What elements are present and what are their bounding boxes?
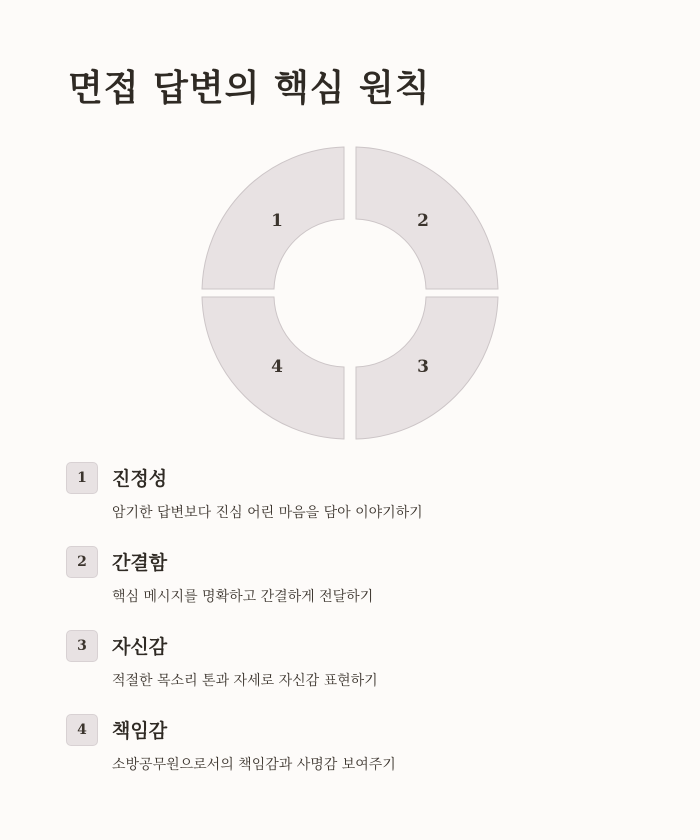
principle-list	[66, 460, 626, 796]
item-description: 암기한 답변보다 진심 어린 마음을 담아 이야기하기	[112, 505, 423, 521]
list-item	[66, 460, 626, 544]
item-description: 소방공무원으로서의 책임감과 사명감 보여주기	[112, 757, 396, 773]
page-title: 면접 답변의 핵심 원칙	[68, 68, 431, 109]
number-badge: 1	[66, 462, 98, 494]
item-title: 진정성	[112, 468, 168, 490]
ring-label-1: 1	[271, 211, 283, 231]
item-description: 핵심 메시지를 명확하고 간결하게 전달하기	[112, 589, 374, 605]
item-title: 자신감	[112, 636, 168, 658]
item-title: 간결함	[112, 552, 168, 574]
number-badge: 3	[66, 630, 98, 662]
list-item	[66, 544, 626, 628]
ring-diagram	[195, 140, 505, 450]
ring-label-4: 4	[271, 357, 283, 377]
item-description: 적절한 목소리 톤과 자세로 자신감 표현하기	[112, 673, 378, 689]
list-item	[66, 712, 626, 796]
item-title: 책임감	[112, 720, 168, 742]
number-badge: 2	[66, 546, 98, 578]
ring-label-3: 3	[417, 357, 429, 377]
list-item	[66, 628, 626, 712]
ring-label-2: 2	[417, 211, 429, 231]
number-badge: 4	[66, 714, 98, 746]
